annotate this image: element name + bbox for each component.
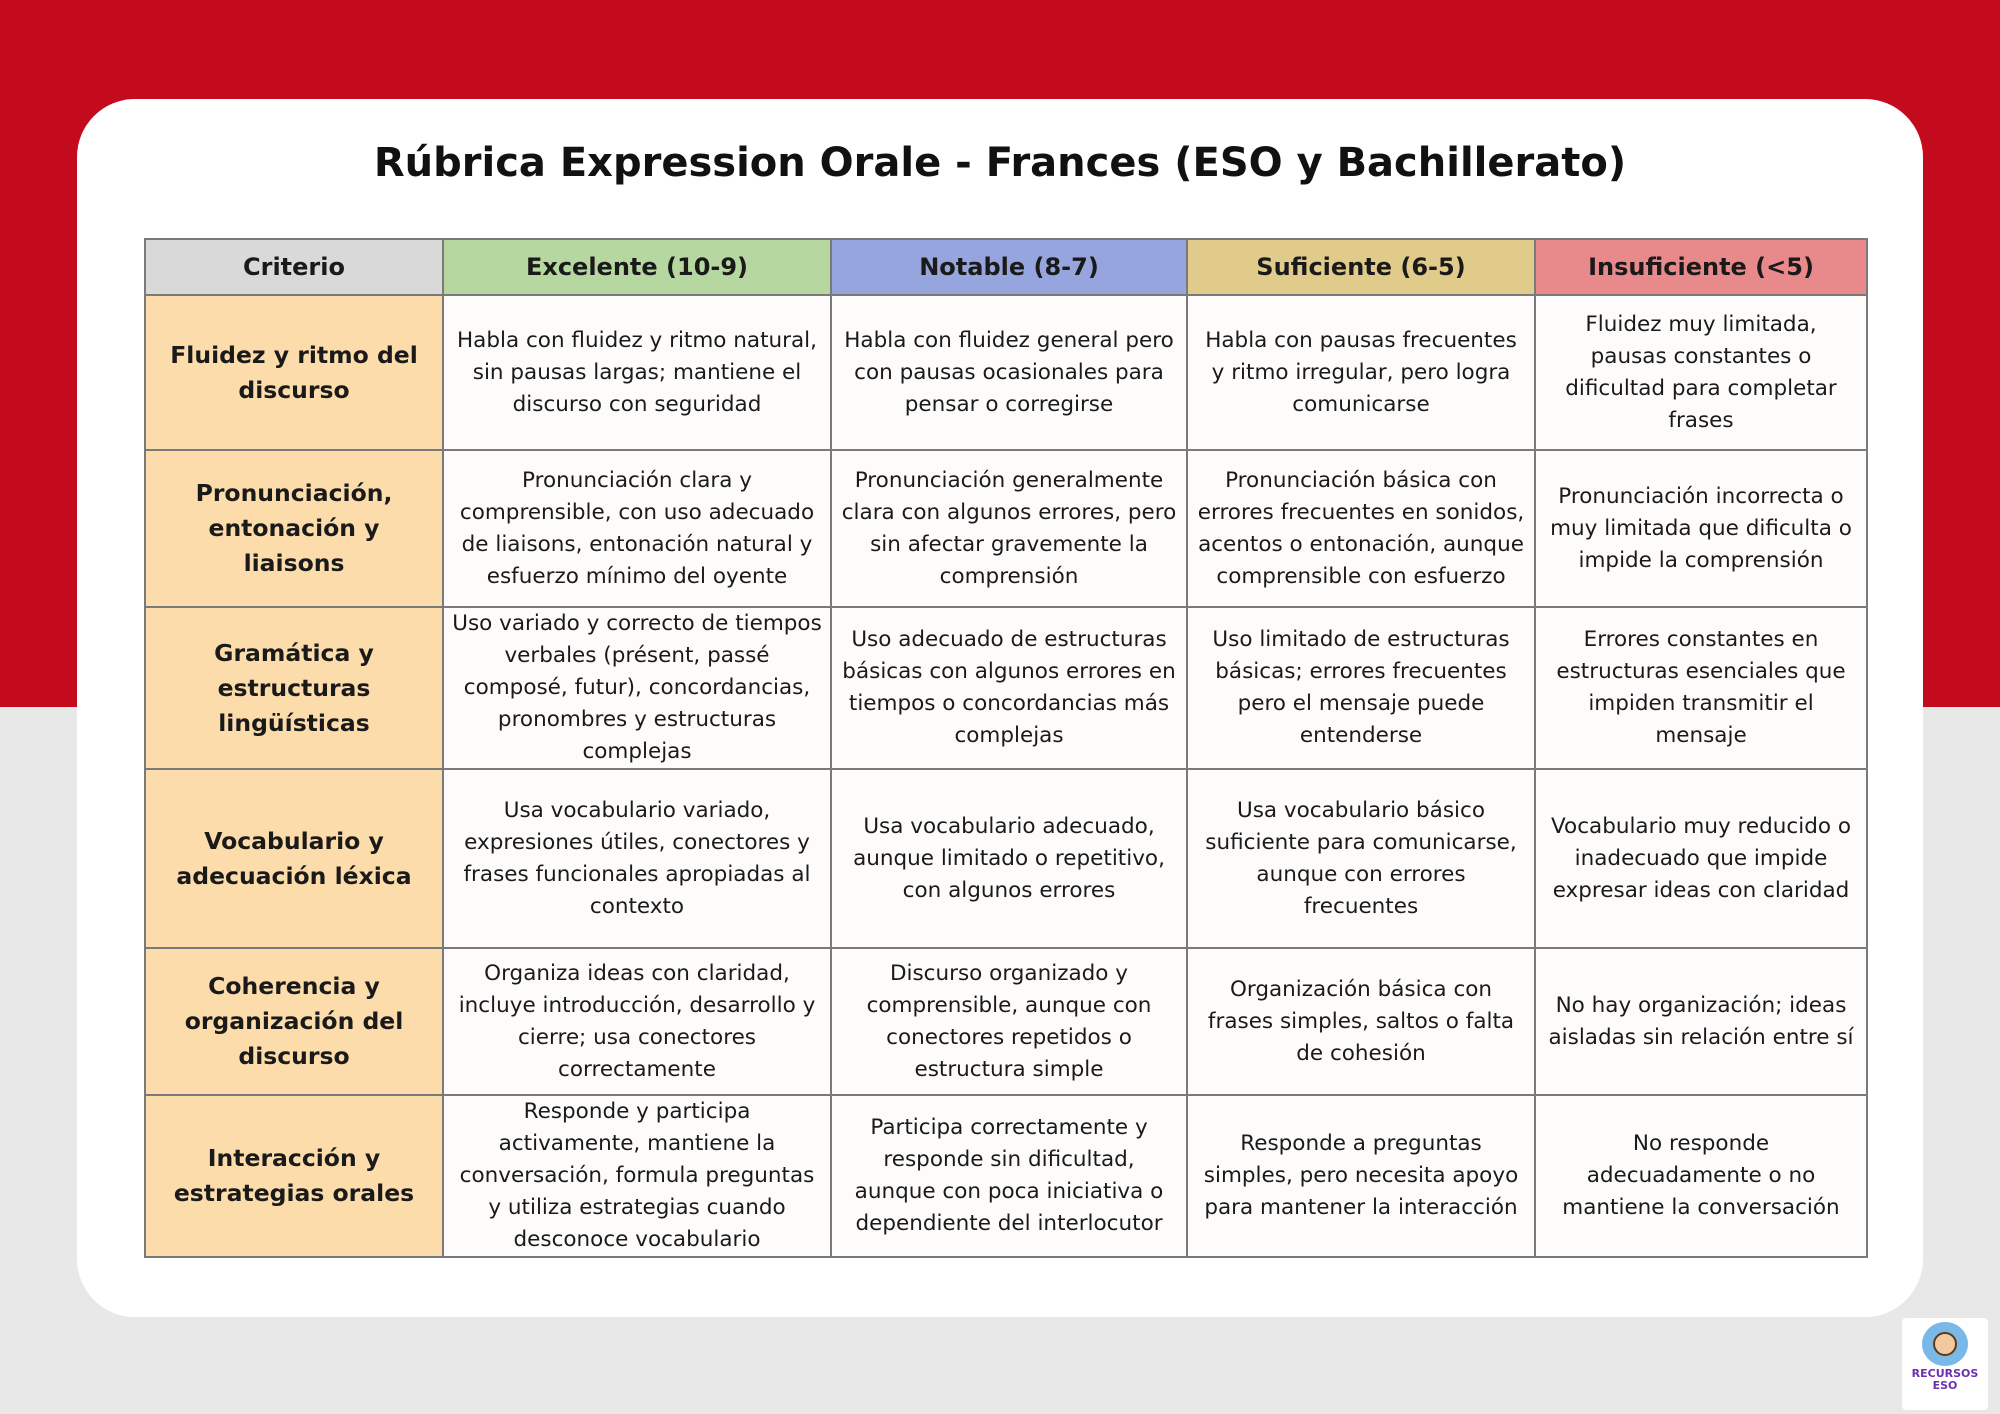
header-suficiente: Suficiente (6-5) <box>1187 239 1535 295</box>
notable-cell: Habla con fluidez general pero con pausas ocasionales para pensar o corregirse <box>831 295 1187 450</box>
table-header-row <box>145 239 1867 295</box>
insuficiente-cell: No hay organización; ideas aisladas sin relación entre sí <box>1535 948 1867 1095</box>
suficiente-cell: Uso limitado de estructuras básicas; errores frecuentes pero el mensaje puede entenderse <box>1187 607 1535 769</box>
notable-cell: Usa vocabulario adecuado, aunque limitado o repetitivo, con algunos errores <box>831 769 1187 948</box>
excelente-cell: Organiza ideas con claridad, incluye introducción, desarrollo y cierre; usa conectores correctamente <box>443 948 831 1095</box>
excelente-cell: Responde y participa activamente, mantiene la conversación, formula preguntas y utiliza estrategias cuando desconoce vocabulario <box>443 1095 831 1257</box>
table-row <box>145 450 1867 607</box>
excelente-cell: Uso variado y correcto de tiempos verbales (présent, passé composé, futur), concordancias, pronombres y estructuras complejas <box>443 607 831 769</box>
suficiente-cell: Organización básica con frases simples, saltos o falta de cohesión <box>1187 948 1535 1095</box>
suficiente-cell: Usa vocabulario básico suficiente para comunicarse, aunque con errores frecuentes <box>1187 769 1535 948</box>
insuficiente-cell: No responde adecuadamente o no mantiene la conversación <box>1535 1095 1867 1257</box>
criterion-cell: Coherencia y organización del discurso <box>145 948 443 1095</box>
notable-cell: Uso adecuado de estructuras básicas con algunos errores en tiempos o concordancias más complejas <box>831 607 1187 769</box>
table-row <box>145 607 1867 769</box>
header-criterio: Criterio <box>145 239 443 295</box>
logo-line-2: ESO <box>1932 1379 1958 1392</box>
criterion-cell: Vocabulario y adecuación léxica <box>145 769 443 948</box>
logo-text <box>1902 1368 1988 1392</box>
rubric-table <box>144 238 1868 1258</box>
insuficiente-cell: Fluidez muy limitada, pausas constantes o dificultad para completar frases <box>1535 295 1867 450</box>
excelente-cell: Usa vocabulario variado, expresiones útiles, conectores y frases funcionales apropiadas al contexto <box>443 769 831 948</box>
criterion-cell: Pronunciación, entonación y liaisons <box>145 450 443 607</box>
criterion-cell: Gramática y estructuras lingüísticas <box>145 607 443 769</box>
notable-cell: Pronunciación generalmente clara con algunos errores, pero sin afectar gravemente la comprensión <box>831 450 1187 607</box>
notable-cell: Discurso organizado y comprensible, aunque con conectores repetidos o estructura simple <box>831 948 1187 1095</box>
excelente-cell: Habla con fluidez y ritmo natural, sin pausas largas; mantiene el discurso con seguridad <box>443 295 831 450</box>
header-excelente: Excelente (10-9) <box>443 239 831 295</box>
criterion-cell: Interacción y estrategias orales <box>145 1095 443 1257</box>
suficiente-cell: Pronunciación básica con errores frecuentes en sonidos, acentos o entonación, aunque comprensible con esfuerzo <box>1187 450 1535 607</box>
suficiente-cell: Responde a preguntas simples, pero necesita apoyo para mantener la interacción <box>1187 1095 1535 1257</box>
insuficiente-cell: Pronunciación incorrecta o muy limitada que dificulta o impide la comprensión <box>1535 450 1867 607</box>
criterion-cell: Fluidez y ritmo del discurso <box>145 295 443 450</box>
header-notable: Notable (8-7) <box>831 239 1187 295</box>
page-title: Rúbrica Expression Orale - Frances (ESO y Bachillerato) <box>373 140 1627 186</box>
table-row <box>145 1095 1867 1257</box>
table-row <box>145 948 1867 1095</box>
notable-cell: Participa correctamente y responde sin dificultad, aunque con poca iniciativa o dependiente del interlocutor <box>831 1095 1187 1257</box>
table-row <box>145 295 1867 450</box>
excelente-cell: Pronunciación clara y comprensible, con uso adecuado de liaisons, entonación natural y esfuerzo mínimo del oyente <box>443 450 831 607</box>
header-insuficiente: Insuficiente (<5) <box>1535 239 1867 295</box>
insuficiente-cell: Vocabulario muy reducido o inadecuado que impide expresar ideas con claridad <box>1535 769 1867 948</box>
logo-line-1: RECURSOS <box>1911 1367 1979 1380</box>
recursos-eso-logo <box>1902 1318 1988 1410</box>
logo-character-icon <box>1933 1332 1957 1356</box>
suficiente-cell: Habla con pausas frecuentes y ritmo irregular, pero logra comunicarse <box>1187 295 1535 450</box>
insuficiente-cell: Errores constantes en estructuras esenciales que impiden transmitir el mensaje <box>1535 607 1867 769</box>
table-row <box>145 769 1867 948</box>
